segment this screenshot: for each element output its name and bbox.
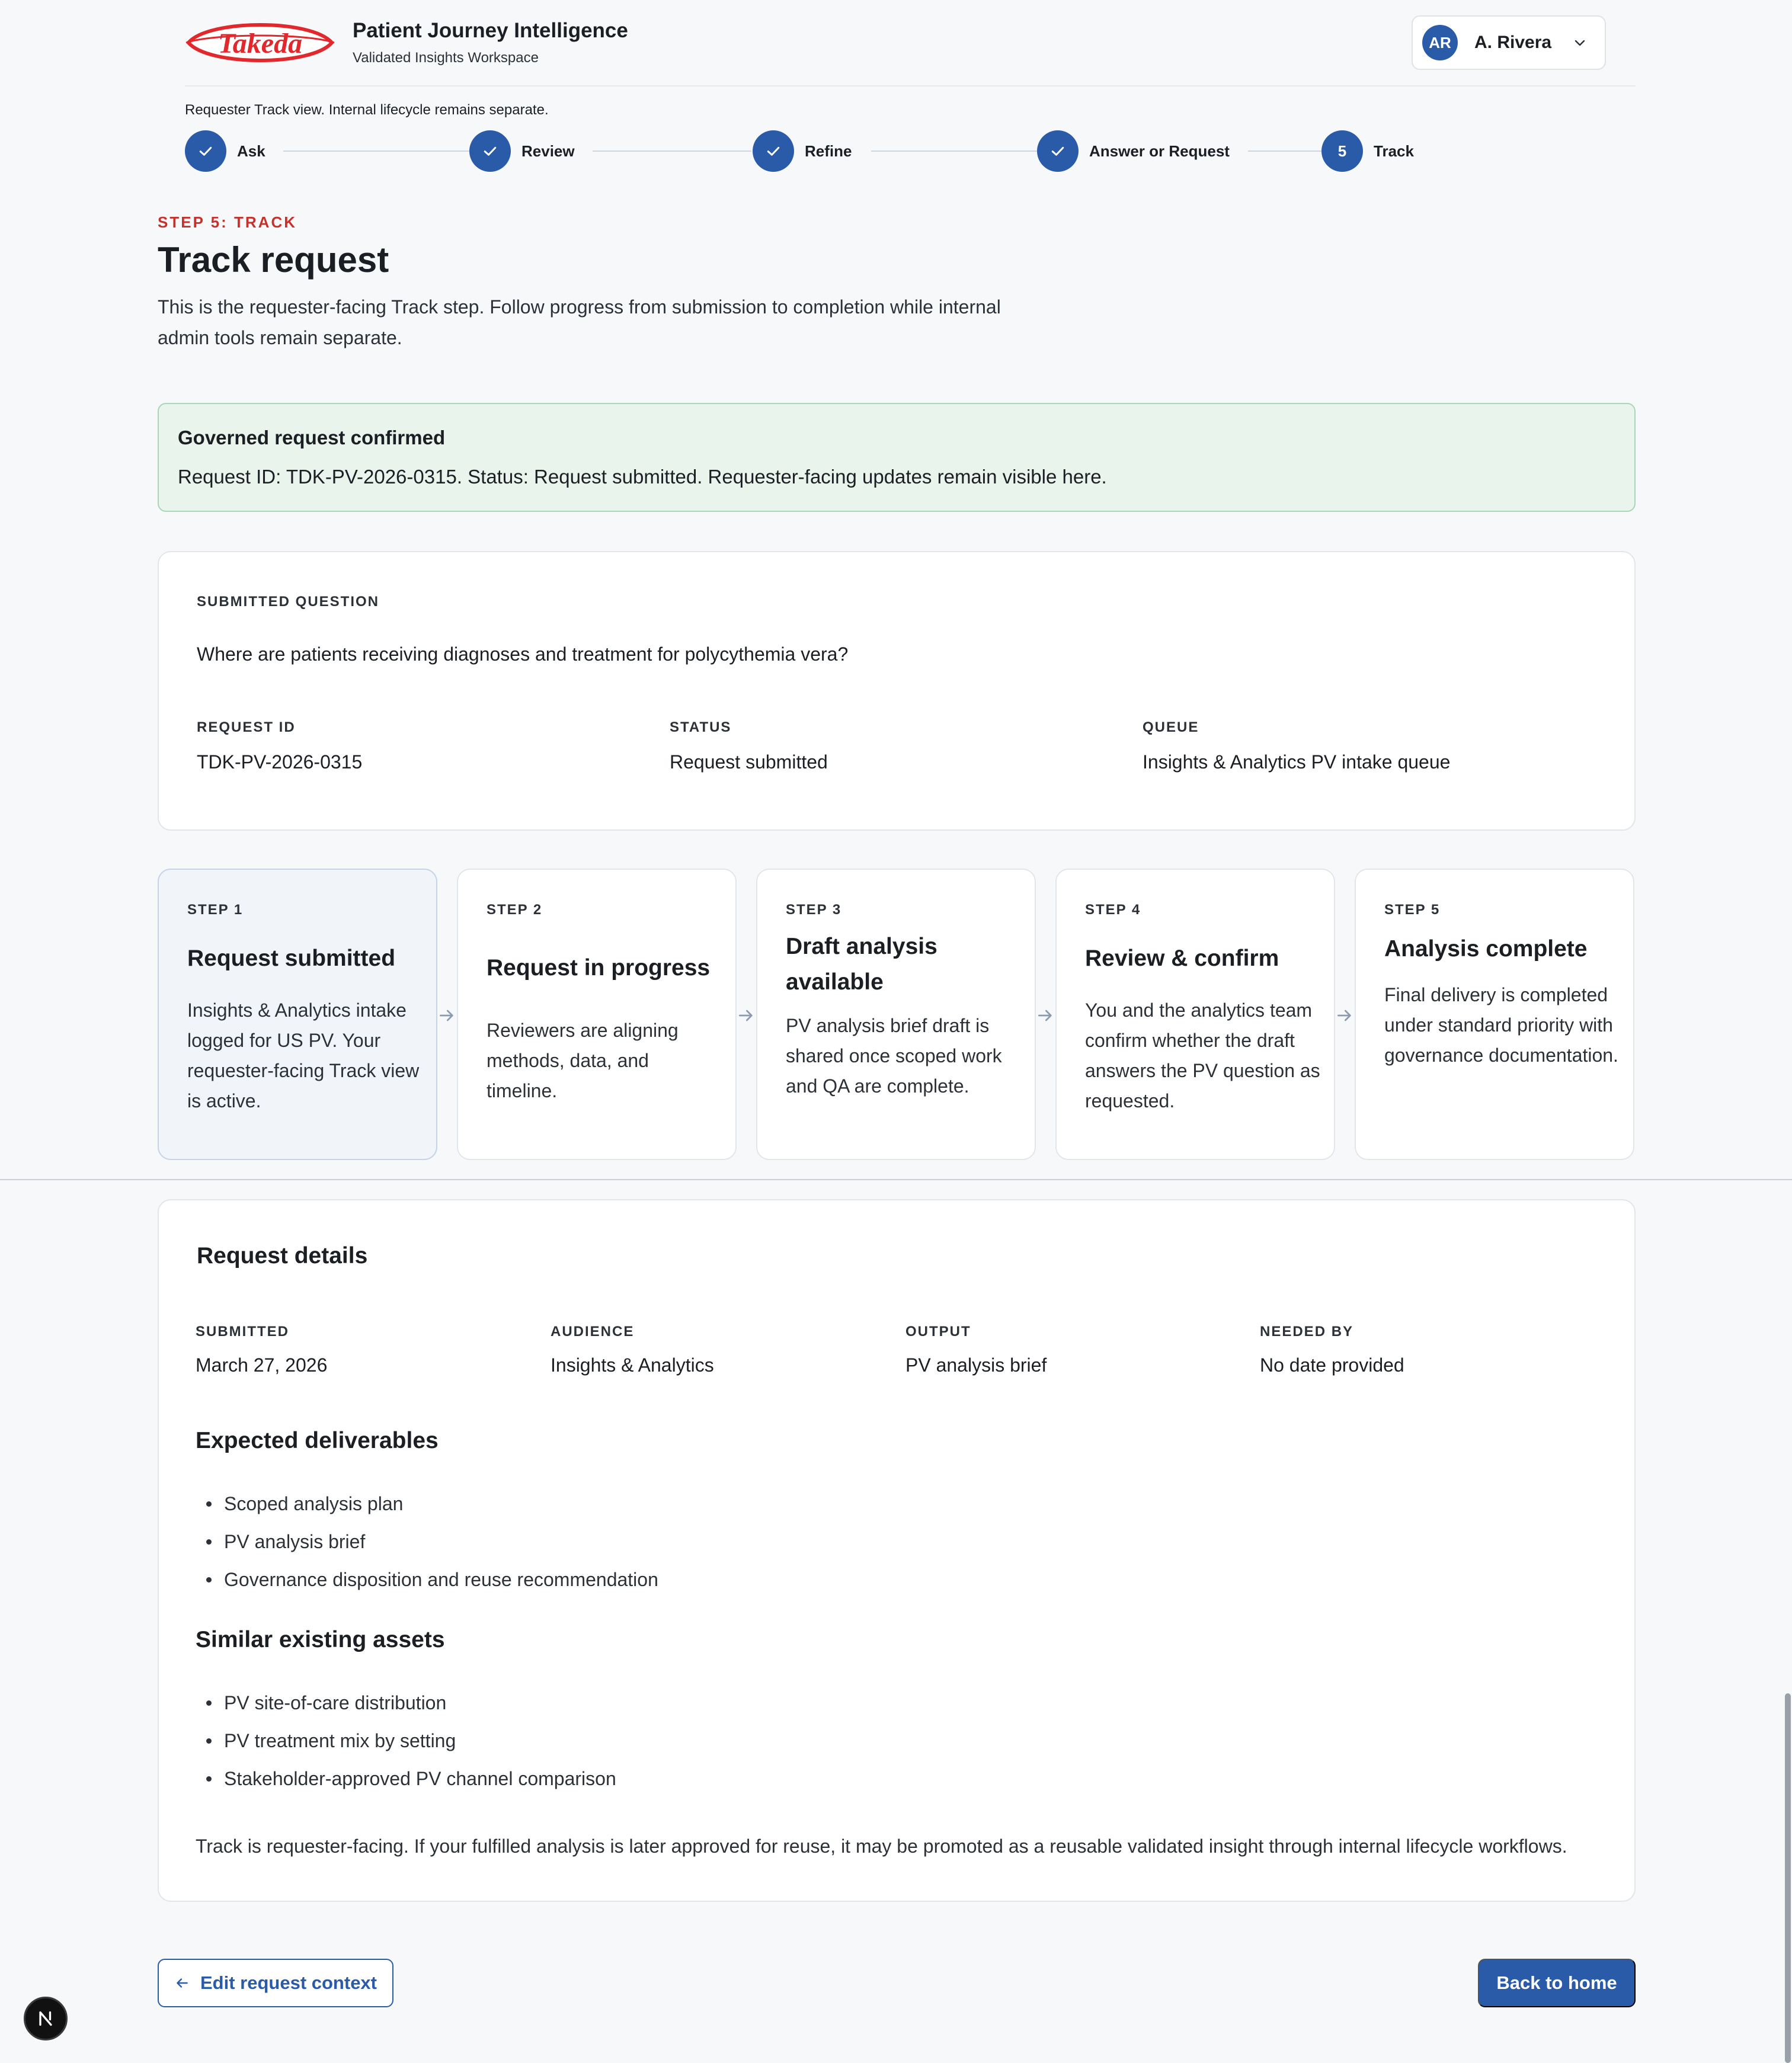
chevron-down-icon	[1573, 36, 1587, 50]
stepper-connector	[871, 150, 1037, 152]
detail-value: PV analysis brief	[905, 1354, 1047, 1376]
submitted-question-card	[158, 551, 1636, 831]
track-footer-note: Track is requester-facing. If your fulfilled analysis is later approved for reuse, it may be promoted as a reusable validated insight through internal lifecycle workflows.	[196, 1835, 1567, 1857]
track-step-number: STEP 5	[1384, 902, 1441, 918]
stepper-step-ask[interactable]	[185, 130, 265, 172]
stepper-step-track[interactable]	[1321, 130, 1414, 172]
track-step-1	[158, 869, 437, 1160]
track-step-body: Reviewers are aligning methods, data, and timeline.	[487, 1020, 679, 1101]
track-step-title: Analysis complete	[1384, 936, 1588, 962]
track-step-number: STEP 1	[187, 902, 244, 918]
back-to-home-button[interactable]: Back to home	[1478, 1959, 1636, 2007]
assets-title: Similar existing assets	[196, 1627, 445, 1652]
details-title: Request details	[197, 1243, 368, 1268]
detail-value: March 27, 2026	[196, 1354, 328, 1376]
detail-audience	[551, 1324, 714, 1376]
user-name: A. Rivera	[1474, 33, 1552, 52]
section-divider	[0, 1179, 1792, 1180]
check-icon	[1037, 130, 1079, 172]
detail-value: Insights & Analytics	[551, 1354, 714, 1376]
arrow-right-icon	[737, 1006, 756, 1025]
meta-queue	[1143, 719, 1450, 773]
track-step-title: Draft analysis available	[786, 934, 937, 995]
avatar: AR	[1422, 25, 1458, 60]
detail-label: AUDIENCE	[551, 1324, 635, 1340]
detail-label: SUBMITTED	[196, 1324, 289, 1340]
list-item: Governance disposition and reuse recommendation	[196, 1561, 658, 1598]
stepper-step-label: Ask	[237, 142, 265, 160]
check-icon	[753, 130, 794, 172]
meta-value: TDK-PV-2026-0315	[197, 751, 363, 773]
meta-label: STATUS	[670, 719, 732, 735]
track-step-2	[457, 869, 737, 1160]
next-dev-badge-icon[interactable]	[24, 1997, 68, 2040]
page-description: This is the requester-facing Track step. Follow progress from submission to completion while internal admin tools remain separate.	[158, 296, 1001, 348]
track-step-title: Review & confirm	[1085, 946, 1279, 971]
stepper-connector	[593, 150, 751, 152]
list-item: PV analysis brief	[196, 1523, 658, 1561]
confirmation-banner	[158, 403, 1636, 512]
track-step-number: STEP 4	[1085, 902, 1141, 918]
track-step-title: Request in progress	[487, 955, 711, 981]
section-label: SUBMITTED QUESTION	[197, 594, 380, 610]
list-item[interactable]: PV treatment mix by setting	[196, 1722, 616, 1760]
detail-submitted	[196, 1324, 327, 1376]
meta-value: Request submitted	[670, 751, 828, 773]
step-eyebrow: STEP 5: TRACK	[158, 213, 297, 231]
stepper-step-label: Refine	[805, 142, 852, 160]
track-step-body: You and the analytics team confirm whether the draft answers the PV question as requested.	[1085, 1000, 1320, 1111]
page-scrollbar[interactable]	[1785, 1693, 1791, 2063]
stepper-step-refine[interactable]	[753, 130, 852, 172]
stepper-step-label: Answer or Request	[1089, 142, 1230, 160]
meta-label: REQUEST ID	[197, 719, 296, 735]
deliverables-title: Expected deliverables	[196, 1428, 439, 1453]
assets-list	[196, 1684, 616, 1798]
track-step-body: Final delivery is completed under standard priority with governance documentation.	[1384, 984, 1618, 1066]
stepper-note: Requester Track view. Internal lifecycle remains separate.	[185, 102, 549, 118]
step-number: 5	[1321, 130, 1363, 172]
meta-status	[670, 719, 828, 773]
list-item[interactable]: PV site-of-care distribution	[196, 1684, 616, 1722]
detail-label: NEEDED BY	[1260, 1324, 1354, 1340]
track-step-3	[756, 869, 1036, 1160]
track-step-4	[1055, 869, 1335, 1160]
track-step-5	[1355, 869, 1634, 1160]
track-step-body: Insights & Analytics intake logged for US PV. Your requester-facing Track view is active.	[187, 1000, 420, 1111]
check-icon	[185, 130, 226, 172]
detail-value: No date provided	[1260, 1354, 1404, 1376]
meta-label: QUEUE	[1143, 719, 1199, 735]
app-header	[185, 0, 1636, 87]
meta-request-id	[197, 719, 362, 773]
arrow-right-icon	[437, 1006, 456, 1025]
stepper-step-label: Track	[1374, 142, 1414, 160]
track-step-number: STEP 3	[786, 902, 842, 918]
track-step-body: PV analysis brief draft is shared once scoped work and QA are complete.	[786, 1015, 1002, 1097]
submitted-question-text: Where are patients receiving diagnoses and treatment for polycythemia vera?	[197, 643, 849, 665]
user-menu[interactable]	[1412, 15, 1606, 70]
confirmation-text: Request ID: TDK-PV-2026-0315. Status: Request submitted. Requester-facing updates remain visible here.	[178, 466, 1107, 488]
takeda-logo[interactable]	[185, 15, 335, 70]
edit-request-context-label: Edit request context	[200, 1972, 377, 1993]
progress-stepper	[185, 130, 1429, 172]
confirmation-title: Governed request confirmed	[178, 427, 446, 449]
list-item: Scoped analysis plan	[196, 1485, 658, 1523]
logo-text: Takeda	[217, 28, 303, 59]
page-title: Track request	[158, 240, 389, 280]
list-item[interactable]: Stakeholder-approved PV channel comparison	[196, 1760, 616, 1798]
stepper-connector	[283, 150, 469, 152]
detail-output	[905, 1324, 1047, 1376]
stepper-step-review[interactable]	[469, 130, 575, 172]
detail-label: OUTPUT	[905, 1324, 971, 1340]
check-icon	[469, 130, 511, 172]
stepper-connector	[1248, 150, 1321, 152]
deliverables-list	[196, 1485, 658, 1598]
app-title: Patient Journey Intelligence	[353, 19, 628, 42]
stepper-step-answer[interactable]	[1037, 130, 1230, 172]
edit-request-context-button[interactable]	[158, 1959, 393, 2007]
track-step-number: STEP 2	[487, 902, 543, 918]
arrow-right-icon	[1335, 1006, 1354, 1025]
meta-value: Insights & Analytics PV intake queue	[1143, 751, 1451, 773]
arrow-right-icon	[1036, 1006, 1055, 1025]
track-step-title: Request submitted	[187, 946, 396, 971]
detail-needed-by	[1260, 1324, 1404, 1376]
app-subtitle: Validated Insights Workspace	[353, 50, 539, 66]
stepper-step-label: Review	[521, 142, 575, 160]
arrow-left-icon	[174, 1975, 190, 1991]
